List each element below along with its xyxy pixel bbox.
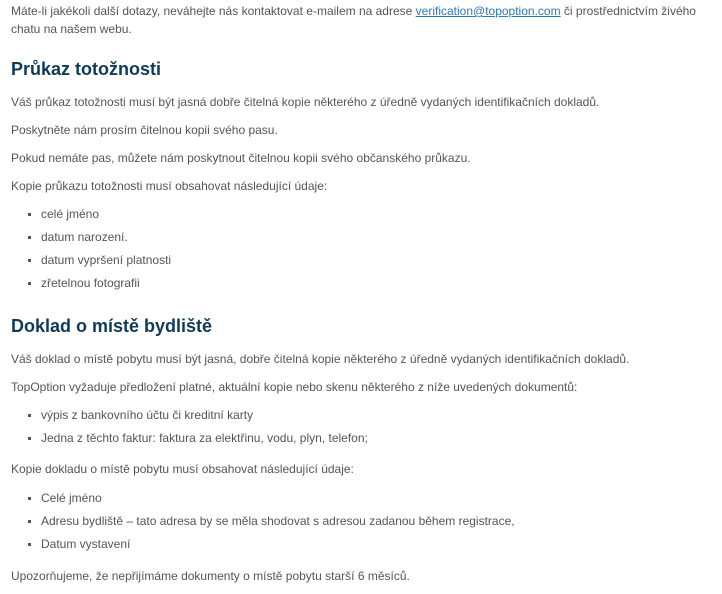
list-item: datum narození. (11, 228, 716, 246)
address-required-details-list (11, 489, 716, 553)
id-section-heading: Průkaz totožnosti (11, 59, 162, 79)
id-paragraph-2: Poskytněte nám prosím čitelnou kopii svého pasu. (11, 123, 278, 137)
list-item: zřetelnou fotografii (11, 274, 716, 292)
id-paragraph-4: Kopie průkazu totožnosti musí obsahovat následující údaje: (11, 179, 328, 193)
intro-paragraph (11, 2, 711, 38)
address-section-heading: Doklad o místě bydliště (11, 316, 213, 336)
verification-email-link[interactable]: verification@topoption.com (415, 4, 561, 18)
list-item: výpis z bankovního účtu či kreditní karty (11, 406, 716, 424)
address-paragraph-1: Váš doklad o místě pobytu musí být jasná, dobře čitelná kopie některého z úředně vydaných identifikačních dokladů. (11, 352, 630, 366)
address-note: Upozorňujeme, že nepřijímáme dokumenty o místě pobytu starší 6 měsíců. (11, 569, 410, 583)
list-item: datum vypršení platnosti (11, 251, 716, 269)
verification-content (11, 0, 716, 585)
address-paragraph-3: Kopie dokladu o místě pobytu musí obsahovat následující údaje: (11, 462, 354, 476)
id-required-details-list (11, 205, 716, 292)
id-paragraph-1: Váš průkaz totožnosti musí být jasná dobře čitelná kopie některého z úředně vydaných identifikačních dokladů. (11, 95, 600, 109)
list-item: celé jméno (11, 205, 716, 223)
list-item: Celé jméno (11, 489, 716, 507)
list-item: Datum vystavení (11, 535, 716, 553)
list-item: Adresu bydliště – tato adresa by se měla shodovat s adresou zadanou během registrace, (11, 512, 716, 530)
accepted-documents-list (11, 406, 716, 447)
id-paragraph-3: Pokud nemáte pas, můžete nám poskytnout čitelnou kopii svého občanského průkazu. (11, 151, 471, 165)
list-item: Jedna z těchto faktur: faktura za elektřinu, vodu, plyn, telefon; (11, 429, 716, 447)
intro-text-after: či prostřednictvím živého chatu na našem webu. (11, 4, 696, 36)
address-paragraph-2: TopOption vyžaduje předložení platné, aktuální kopie nebo skenu některého z níže uvedených dokumentů: (11, 380, 578, 394)
intro-text-before: Máte-li jakékoli další dotazy, neváhejte nás kontaktovat e-mailem na adrese (11, 4, 416, 18)
